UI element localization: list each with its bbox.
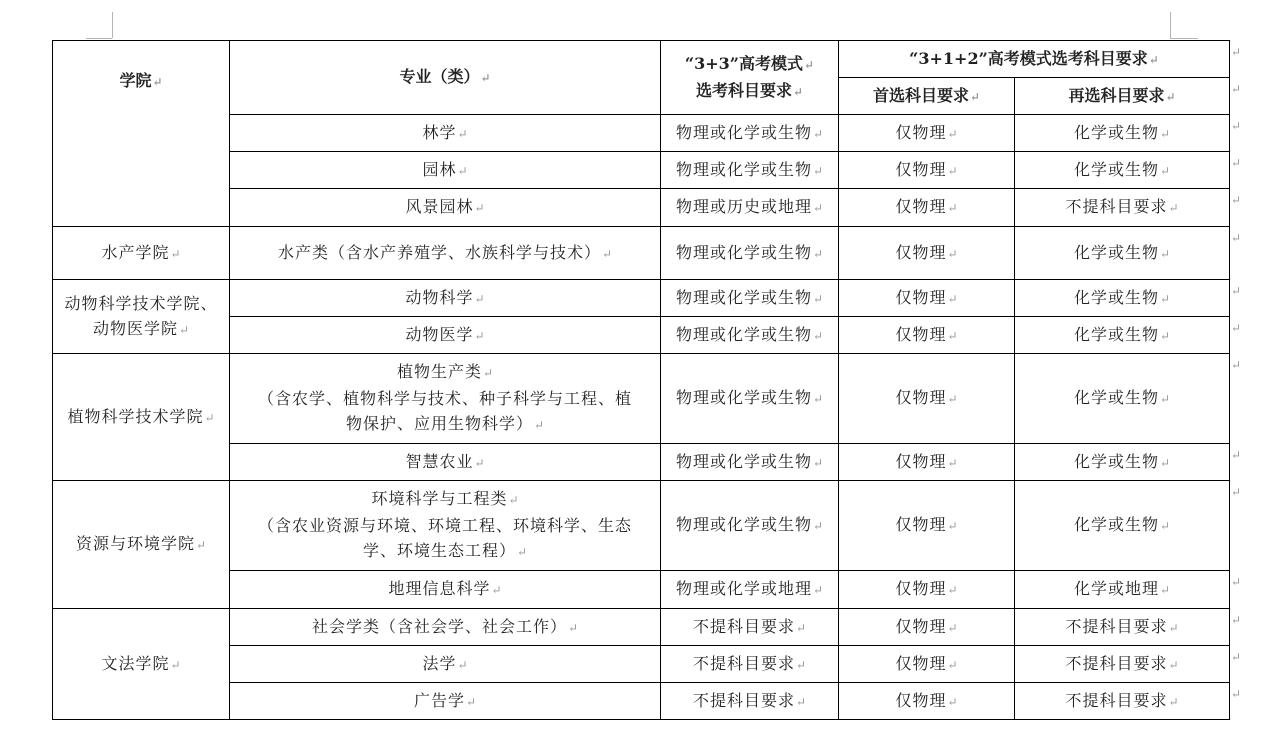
- row-end-mark: ↵: [1231, 156, 1242, 170]
- row-end-mark: ↵: [1231, 45, 1242, 59]
- major-cell: 智慧农业↵: [230, 444, 661, 481]
- college-cell: 动物科学技术学院、 动物医学院↵: [53, 280, 230, 354]
- table-row: [53, 189, 1230, 227]
- header-college: 学院↵: [53, 41, 230, 227]
- major-cell: 动物医学↵: [230, 317, 661, 354]
- req33-cell: 物理或化学或生物↵: [661, 280, 839, 317]
- second-choice-cell: 不提科目要求↵: [1015, 646, 1230, 683]
- college-cell: 植物科学技术学院↵: [53, 354, 230, 481]
- req33-cell: 物理或化学或生物↵: [661, 354, 839, 444]
- table-row: [53, 152, 1230, 189]
- header-second-choice: 再选科目要求↵: [1015, 78, 1230, 115]
- second-choice-cell: 化学或生物↵: [1015, 317, 1230, 354]
- second-choice-cell: 不提科目要求↵: [1015, 189, 1230, 227]
- row-end-mark: ↵: [1231, 321, 1242, 335]
- table-row: [53, 227, 1230, 280]
- college-cell: 文法学院↵: [53, 609, 230, 720]
- req33-cell: 物理或化学或生物↵: [661, 227, 839, 280]
- row-end-mark: ↵: [1231, 575, 1242, 589]
- table-row: [53, 354, 1230, 444]
- second-choice-cell: 化学或生物↵: [1015, 481, 1230, 571]
- first-choice-cell: 仅物理↵: [839, 571, 1015, 609]
- header-major: 专业（类）↵: [230, 41, 661, 115]
- req33-cell: 物理或化学或生物↵: [661, 444, 839, 481]
- table-row: [53, 280, 1230, 317]
- row-end-mark: ↵: [1231, 231, 1242, 245]
- req33-cell: 物理或化学或生物↵: [661, 152, 839, 189]
- header-mode-3plus3: “3+3”高考模式↵ 选考科目要求↵: [661, 41, 839, 115]
- second-choice-cell: 化学或生物↵: [1015, 280, 1230, 317]
- major-cell: 植物生产类↵ （含农学、植物科学与技术、种子科学与工程、植 物保护、应用生物科学）↵: [230, 354, 661, 444]
- first-choice-cell: 仅物理↵: [839, 683, 1015, 720]
- table-row: [53, 115, 1230, 152]
- first-choice-cell: 仅物理↵: [839, 280, 1015, 317]
- major-cell: 水产类（含水产养殖学、水族科学与技术）↵: [230, 227, 661, 280]
- first-choice-cell: 仅物理↵: [839, 354, 1015, 444]
- first-choice-cell: 仅物理↵: [839, 646, 1015, 683]
- row-end-mark: ↵: [1231, 358, 1242, 372]
- subject-requirements-table: [52, 40, 1230, 720]
- row-end-mark: ↵: [1231, 119, 1242, 133]
- req33-cell: 物理或化学或生物↵: [661, 317, 839, 354]
- row-end-mark: ↵: [1231, 650, 1242, 664]
- req33-cell: 物理或化学或生物↵: [661, 115, 839, 152]
- table-row: [53, 683, 1230, 720]
- table-row: [53, 571, 1230, 609]
- crop-mark-right-v: [1170, 12, 1171, 38]
- major-cell: 法学↵: [230, 646, 661, 683]
- row-end-mark: ↵: [1231, 284, 1242, 298]
- req33-cell: 物理或历史或地理↵: [661, 189, 839, 227]
- first-choice-cell: 仅物理↵: [839, 115, 1015, 152]
- second-choice-cell: 不提科目要求↵: [1015, 683, 1230, 720]
- first-choice-cell: 仅物理↵: [839, 444, 1015, 481]
- req33-cell: 物理或化学或生物↵: [661, 481, 839, 571]
- second-choice-cell: 化学或生物↵: [1015, 152, 1230, 189]
- header-mode-3plus1plus2: “3+1+2”高考模式选考科目要求↵: [839, 41, 1230, 78]
- college-cell: 水产学院↵: [53, 227, 230, 280]
- table-row: [53, 646, 1230, 683]
- header-row-1: [53, 41, 1230, 78]
- row-end-mark: ↵: [1231, 485, 1242, 499]
- first-choice-cell: 仅物理↵: [839, 227, 1015, 280]
- first-choice-cell: 仅物理↵: [839, 317, 1015, 354]
- major-cell: 环境科学与工程类↵ （含农业资源与环境、环境工程、环境科学、生态 学、环境生态工程）↵: [230, 481, 661, 571]
- table-row: [53, 317, 1230, 354]
- major-cell: 广告学↵: [230, 683, 661, 720]
- row-end-mark: ↵: [1231, 613, 1242, 627]
- first-choice-cell: 仅物理↵: [839, 481, 1015, 571]
- second-choice-cell: 化学或生物↵: [1015, 115, 1230, 152]
- req33-cell: 不提科目要求↵: [661, 609, 839, 646]
- first-choice-cell: 仅物理↵: [839, 189, 1015, 227]
- major-cell: 社会学类（含社会学、社会工作）↵: [230, 609, 661, 646]
- major-cell: 动物科学↵: [230, 280, 661, 317]
- second-choice-cell: 化学或生物↵: [1015, 227, 1230, 280]
- major-cell: 风景园林↵: [230, 189, 661, 227]
- row-end-mark: ↵: [1231, 687, 1242, 701]
- row-end-mark: ↵: [1231, 448, 1242, 462]
- header-first-choice: 首选科目要求↵: [839, 78, 1015, 115]
- major-cell: 地理信息科学↵: [230, 571, 661, 609]
- crop-mark-right-h: [1170, 38, 1198, 39]
- second-choice-cell: 化学或生物↵: [1015, 444, 1230, 481]
- req33-cell: 物理或化学或地理↵: [661, 571, 839, 609]
- crop-mark-left-v: [112, 12, 113, 38]
- second-choice-cell: 化学或生物↵: [1015, 354, 1230, 444]
- major-cell: 园林↵: [230, 152, 661, 189]
- req33-cell: 不提科目要求↵: [661, 646, 839, 683]
- table-row: [53, 609, 1230, 646]
- table-row: [53, 444, 1230, 481]
- second-choice-cell: 化学或地理↵: [1015, 571, 1230, 609]
- crop-mark-left-h: [86, 38, 112, 39]
- row-end-mark: ↵: [1231, 82, 1242, 96]
- first-choice-cell: 仅物理↵: [839, 609, 1015, 646]
- req33-cell: 不提科目要求↵: [661, 683, 839, 720]
- college-cell: 资源与环境学院↵: [53, 481, 230, 609]
- table-row: [53, 481, 1230, 571]
- first-choice-cell: 仅物理↵: [839, 152, 1015, 189]
- second-choice-cell: 不提科目要求↵: [1015, 609, 1230, 646]
- major-cell: 林学↵: [230, 115, 661, 152]
- row-end-mark: ↵: [1231, 193, 1242, 207]
